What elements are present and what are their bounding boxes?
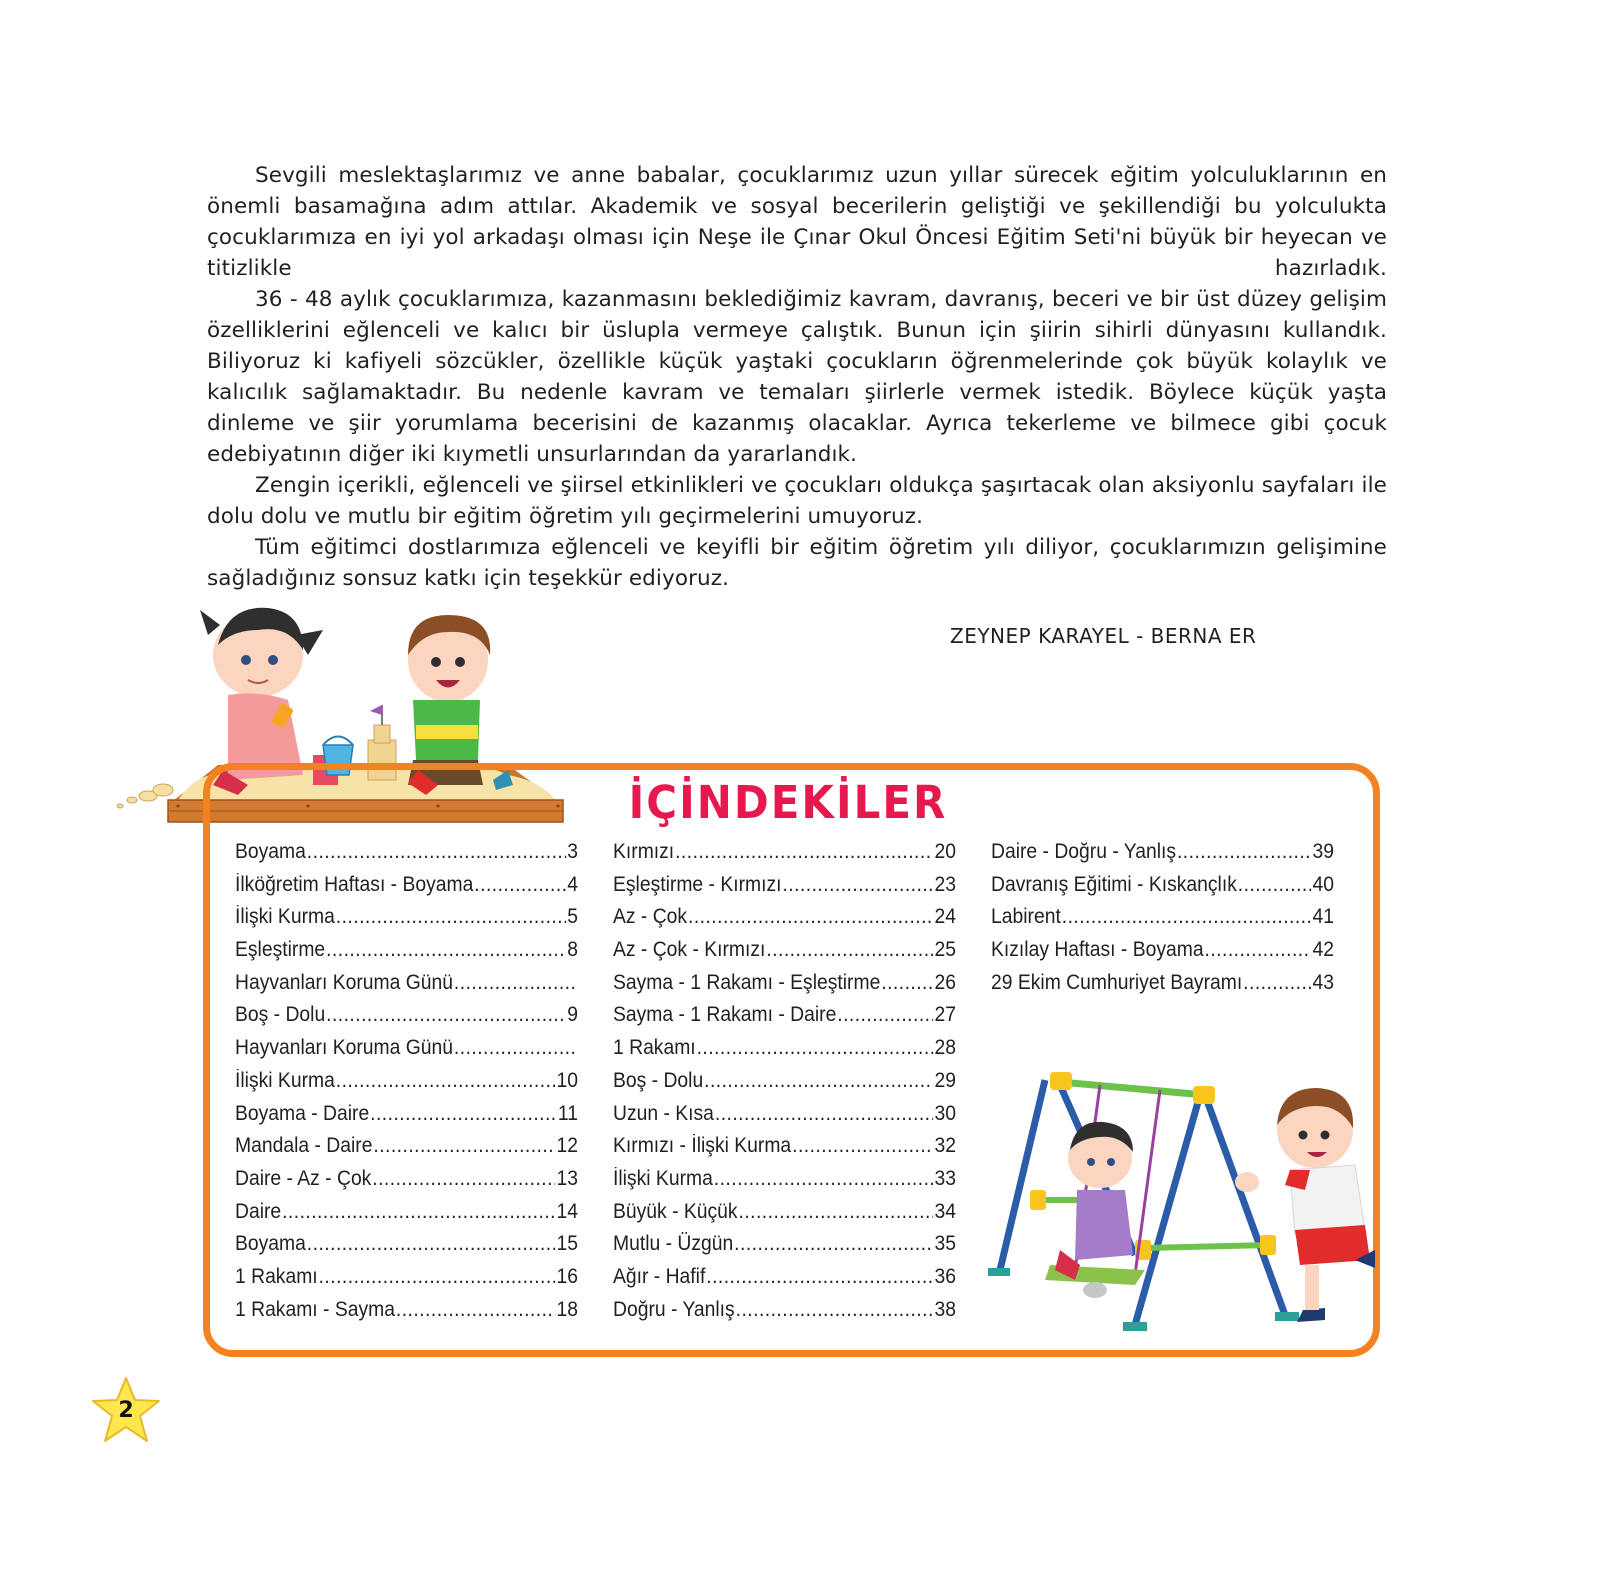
toc-column-2 xyxy=(613,840,956,1330)
toc-entry[interactable]: Boyama ..... 3 xyxy=(235,840,578,873)
toc-entry[interactable]: Kızılay Haftası - Boyama ..... 42 xyxy=(991,938,1334,971)
toc-entry[interactable]: Kırmızı ..... 20 xyxy=(613,840,956,873)
leader-dots xyxy=(792,1134,933,1158)
toc-entry[interactable]: Doğru - Yanlış ..... 38 xyxy=(613,1298,956,1331)
toc-entry[interactable]: Eşleştirme - Kırmızı ..... 23 xyxy=(613,873,956,906)
leader-dots xyxy=(881,971,933,995)
leader-dots xyxy=(454,1036,577,1060)
toc-entry[interactable]: 1 Rakamı ..... 16 xyxy=(235,1265,578,1298)
toc-title: İÇİNDEKİLER xyxy=(628,776,948,829)
leader-dots xyxy=(326,938,566,962)
leader-dots xyxy=(1177,840,1312,864)
leader-dots xyxy=(736,1298,934,1322)
leader-dots xyxy=(1205,938,1312,962)
leader-dots xyxy=(282,1200,555,1224)
toc-entry[interactable]: Eşleştirme ..... 8 xyxy=(235,938,578,971)
intro-paragraph-4: Tüm eğitimci dostlarımıza eğlenceli ve keyifli bir eğitim öğretim yılı diliyor, çocuklarımızın gelişimine sağladığınız sonsuz katkı için teşekkür ediyoruz. xyxy=(207,535,1387,591)
page-number: 2 xyxy=(118,1398,134,1423)
leader-dots xyxy=(704,1069,933,1093)
leader-dots xyxy=(706,1265,933,1289)
toc-entry[interactable]: Kırmızı - İlişki Kurma ..... 32 xyxy=(613,1134,956,1167)
leader-dots xyxy=(688,905,934,929)
leader-dots xyxy=(697,1036,934,1060)
toc-entry[interactable]: Hayvanları Koruma Günü ..... xyxy=(235,971,578,1004)
toc-entry[interactable]: Mutlu - Üzgün ..... 35 xyxy=(613,1232,956,1265)
leader-dots xyxy=(326,1003,566,1027)
leader-dots xyxy=(1062,905,1312,929)
intro-paragraph-2: 36 - 48 aylık çocuklarımıza, kazanmasını beklediğimiz kavram, davranış, beceri ve bir üst düzey gelişim özelliklerini eğlenceli ve kalıcı bir üslupla vermeye çalıştık. Bunun için şiirin sihirli dünyasını kullandık. Biliyoruz ki kafiyeli sözcükler, özellikle küçük yaştaki çocukların öğrenmelerinde çok büyük kolaylık ve kalıcılık sağlamaktadır. Bu nedenle kavram ve temaları şiirlerle vermek istedik. Böylece küçük yaşta dinleme ve şiir yorumlama becerisini de kazanmış olacaklar. Ayrıca tekerleme ve bilmece gibi çocuk edebiyatının diğer iki kıymetli unsurlarından da yararlandık. xyxy=(207,287,1387,467)
leader-dots xyxy=(373,1134,555,1158)
toc-entry[interactable]: Sayma - 1 Rakamı - Eşleştirme ..... 26 xyxy=(613,971,956,1004)
leader-dots xyxy=(734,1232,933,1256)
leader-dots xyxy=(1243,971,1311,995)
toc-column-1 xyxy=(235,840,578,1330)
toc-entry[interactable]: Boyama - Daire ..... 11 xyxy=(235,1102,578,1135)
toc-entry[interactable]: 29 Ekim Cumhuriyet Bayramı ..... 43 xyxy=(991,971,1334,1004)
authors-signature: ZEYNEP KARAYEL - BERNA ER xyxy=(950,624,1257,648)
leader-dots xyxy=(396,1298,556,1322)
toc-entry[interactable]: Labirent ..... 41 xyxy=(991,905,1334,938)
toc-entry[interactable]: İlişki Kurma ..... 33 xyxy=(613,1167,956,1200)
toc-entry[interactable]: Boyama ..... 15 xyxy=(235,1232,578,1265)
toc-entry[interactable]: Ağır - Hafif ..... 36 xyxy=(613,1265,956,1298)
toc-entry[interactable]: Sayma - 1 Rakamı - Daire ..... 27 xyxy=(613,1003,956,1036)
sand-spill-icon xyxy=(117,784,173,808)
toc-entry[interactable]: Davranış Eğitimi - Kıskançlık ..... 40 xyxy=(991,873,1334,906)
toc-column-3 xyxy=(991,840,1334,1003)
toc-entry[interactable]: Hayvanları Koruma Günü ..... xyxy=(235,1036,578,1069)
toc-entry[interactable]: Az - Çok - Kırmızı ..... 25 xyxy=(613,938,956,971)
swing-children-illustration xyxy=(985,1070,1375,1350)
toc-entry[interactable]: Daire ..... 14 xyxy=(235,1200,578,1233)
leader-dots xyxy=(782,873,933,897)
swing-set-icon xyxy=(988,1072,1299,1331)
toc-entry[interactable]: İlişki Kurma ..... 5 xyxy=(235,905,578,938)
leader-dots xyxy=(372,1167,555,1191)
toc-entry[interactable]: Daire - Az - Çok ..... 13 xyxy=(235,1167,578,1200)
leader-dots xyxy=(738,1200,933,1224)
toc-entry[interactable]: İlköğretim Haftası - Boyama ..... 4 xyxy=(235,873,578,906)
toc-entry[interactable]: İlişki Kurma ..... 10 xyxy=(235,1069,578,1102)
leader-dots xyxy=(319,1265,556,1289)
toc-entry[interactable]: Uzun - Kısa ..... 30 xyxy=(613,1102,956,1135)
leader-dots xyxy=(307,840,567,864)
leader-dots xyxy=(837,1003,933,1027)
toc-entry[interactable]: Daire - Doğru - Yanlış ..... 39 xyxy=(991,840,1334,873)
toc-entry[interactable]: Boş - Dolu ..... 29 xyxy=(613,1069,956,1102)
leader-dots xyxy=(336,1069,556,1093)
intro-paragraph-3: Zengin içerikli, eğlenceli ve şiirsel etkinlikleri ve çocukları oldukça şaşırtacak olan aksiyonlu sayfaları ile dolu dolu ve mutlu bir eğitim öğretim yılı geçirmelerini umuyoruz. xyxy=(207,473,1387,529)
toc-entry[interactable]: Boş - Dolu ..... 9 xyxy=(235,1003,578,1036)
boy-pushing-character xyxy=(1235,1088,1375,1322)
leader-dots xyxy=(675,840,933,864)
leader-dots xyxy=(766,938,933,962)
leader-dots xyxy=(715,1102,934,1126)
toc-entry[interactable]: Az - Çok ..... 24 xyxy=(613,905,956,938)
intro-letter xyxy=(207,160,1387,594)
leader-dots xyxy=(1238,873,1312,897)
toc-entry[interactable]: Mandala - Daire ..... 12 xyxy=(235,1134,578,1167)
toc-entry[interactable]: 1 Rakamı - Sayma ..... 18 xyxy=(235,1298,578,1331)
leader-dots xyxy=(454,971,577,995)
leader-dots xyxy=(336,905,567,929)
leader-dots xyxy=(307,1232,556,1256)
leader-dots xyxy=(370,1102,557,1126)
toc-entry[interactable]: Büyük - Küçük ..... 34 xyxy=(613,1200,956,1233)
intro-paragraph-1: Sevgili meslektaşlarımız ve anne babalar, çocuklarımız uzun yıllar sürecek eğitim yolculuklarının en önemli basamağına adım attılar. Akademik ve sosyal becerilerin geliştiği ve şekillendiği bu yolculukta çocuklarımıza en iyi yol arkadaşı olması için Neşe ile Çınar Okul Öncesi Eğitim Seti'ni büyük bir heyecan ve titizlikle hazırladık. xyxy=(207,163,1387,281)
toc-entry[interactable]: 1 Rakamı ..... 28 xyxy=(613,1036,956,1069)
leader-dots xyxy=(474,873,566,897)
leader-dots xyxy=(714,1167,934,1191)
